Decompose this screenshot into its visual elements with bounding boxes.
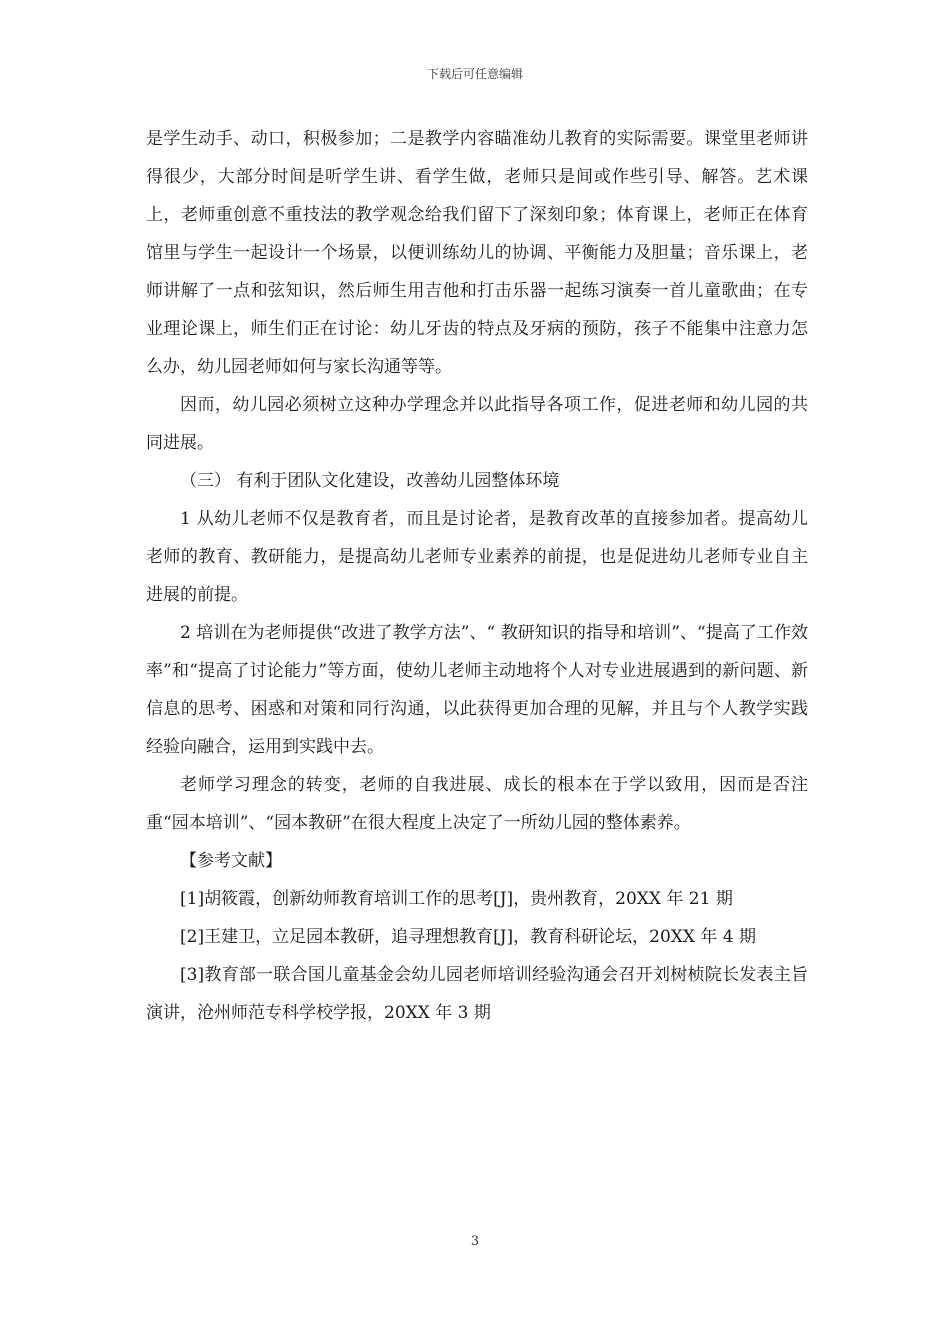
paragraph-continuation: 是学生动手、动口，积极参加；二是教学内容瞄准幼儿教育的实际需要。课堂里老师讲得很少，大部分时间是听学生讲、看学生做，老师只是间或作些引导、解答。艺术课上，老师重创意不重技法的教学观念给我们留下了深刻印象；体育课上，老师正在体育馆里与学生一起设计一个场景，以便训练幼儿的协调、平衡能力及胆量；音乐课上，老师讲解了一点和弦知识，然后师生用吉他和打击乐器一起练习演奏一首儿童歌曲；在专业理论课上，师生们正在讨论：幼儿牙齿的特点及牙病的预防，孩子不能集中注意力怎么办，幼儿园老师如何与家长沟通等等。 — [146, 129, 808, 377]
paragraph-conclusion: 因而，幼儿园必须树立这种办学理念并以此指导各项工作，促进老师和幼儿园的共同进展。 — [146, 395, 808, 453]
section-heading: （三） 有利于团队文化建设，改善幼儿园整体环境 — [180, 471, 560, 491]
page-number: 3 — [470, 1234, 480, 1249]
paragraph-summary: 老师学习理念的转变，老师的自我进展、成长的根本在于学以致用，因而是否注重“园本培训”、“园本教研”在很大程度上决定了一所幼儿园的整体素养。 — [146, 775, 808, 833]
paragraph-point-1: 1 从幼儿老师不仅是教育者，而且是讨论者，是教育改革的直接参加者。提高幼儿老师的教育、教研能力，是提高幼儿老师专业素养的前提，也是促进幼儿老师专业自主进展的前提。 — [146, 509, 808, 605]
page-header: 下载后可任意编辑 — [426, 67, 523, 81]
reference-item-3: [3]教育部一联合国儿童基金会幼儿园老师培训经验沟通会召开刘树桢院长发表主旨演讲，沧州师范专科学校学报，20XX 年 3 期 — [146, 965, 808, 1023]
document-body — [146, 120, 808, 1032]
reference-item-2: [2]王建卫，立足园本教研，追寻理想教育[J]，教育科研论坛，20XX 年 4 期 — [180, 927, 757, 947]
references-heading: 【参考文献】 — [180, 851, 282, 871]
reference-item-1: [1]胡筱霞，创新幼师教育培训工作的思考[J]，贵州教育，20XX 年 21 期 — [180, 889, 733, 909]
paragraph-point-2: 2 培训在为老师提供“改进了教学方法”、“ 教研知识的指导和培训”、“提高了工作效率”和“提高了讨论能力”等方面，使幼儿老师主动地将个人对专业进展遇到的新问题、新信息的思考、困惑和对策和同行沟通，以此获得更加合理的见解，并且与个人教学实践经验向融合，运用到实践中去。 — [146, 623, 808, 757]
